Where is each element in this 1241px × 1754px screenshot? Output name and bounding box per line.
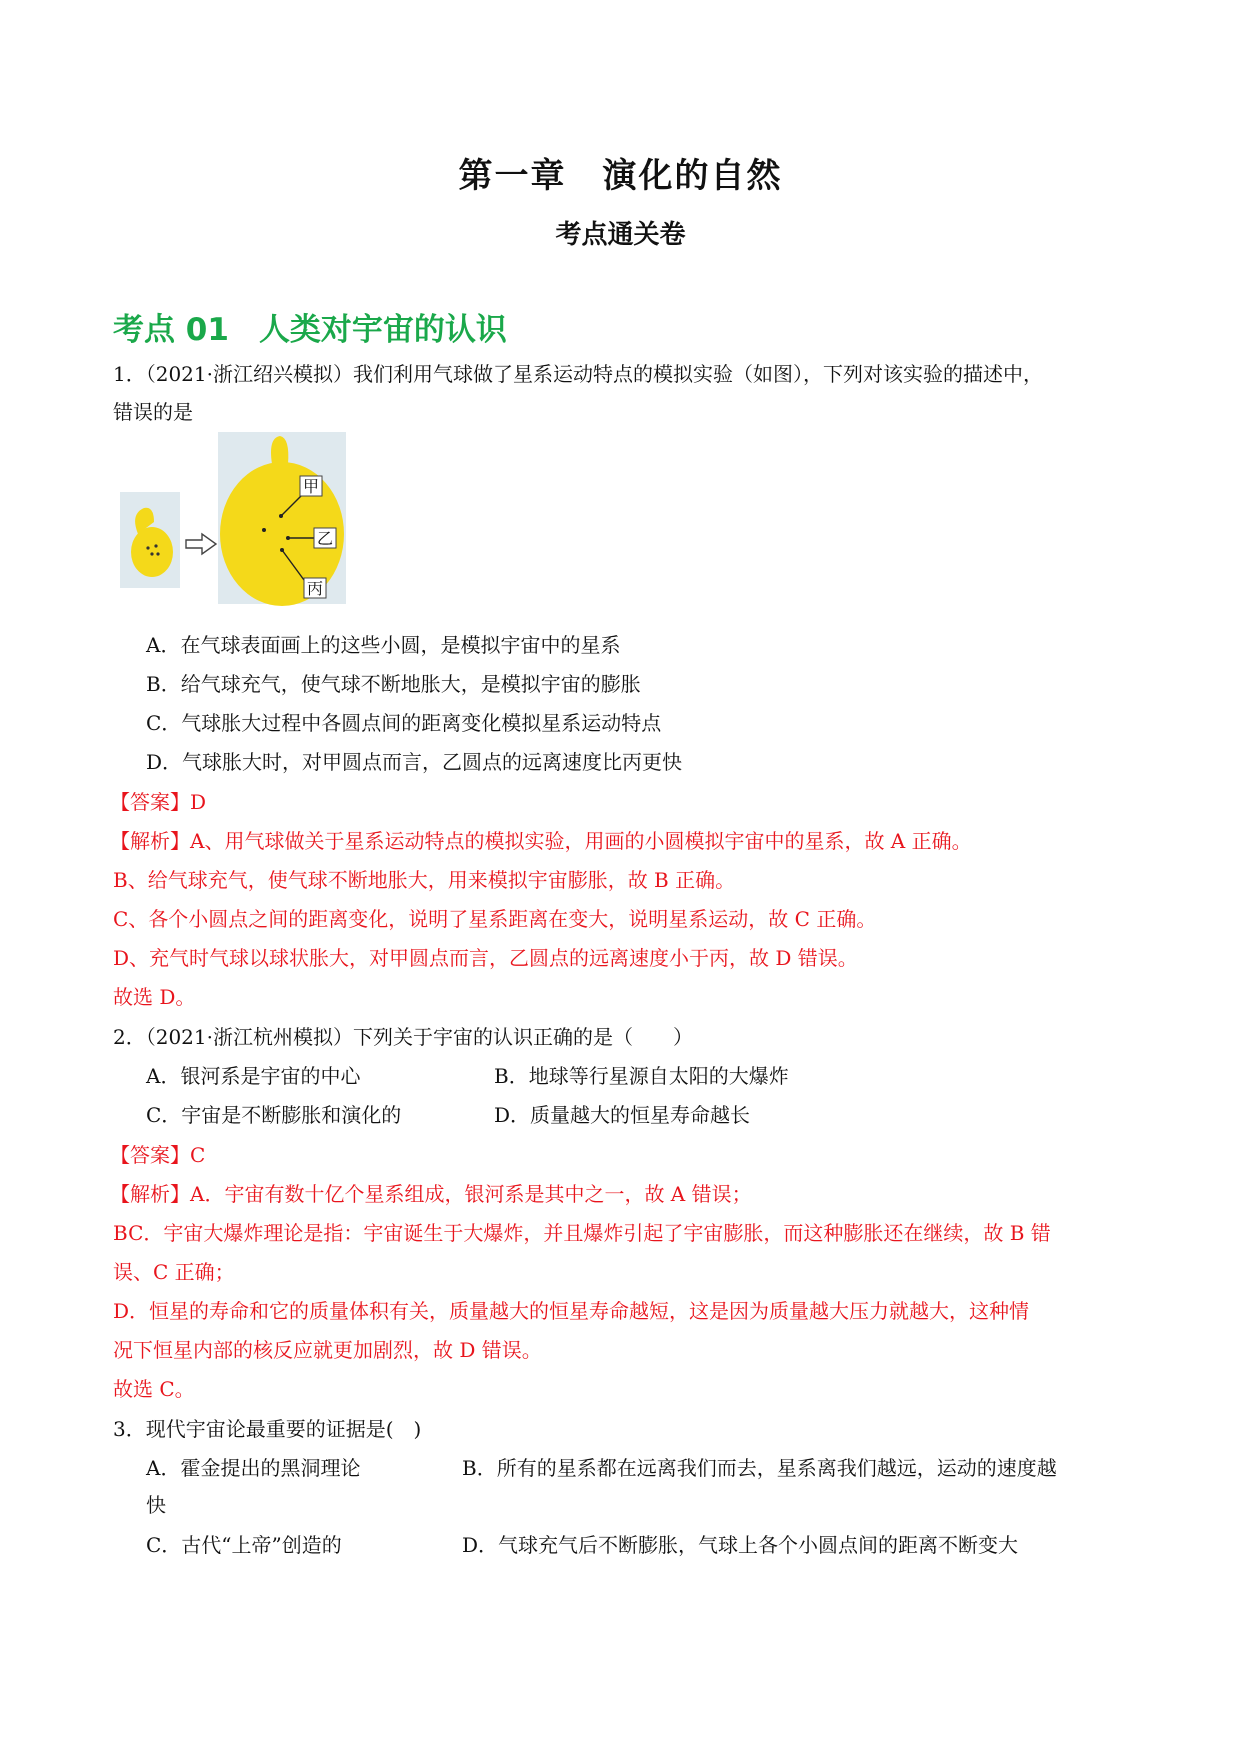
q3-option-d: D．气球充气后不断膨胀，气球上各个小圆点间的距离不断变大: [462, 1533, 1019, 1557]
small-balloon-body: [131, 527, 173, 577]
q2-analysis-line2: BC．宇宙大爆炸理论是指：宇宙诞生于大爆炸，并且爆炸引起了宇宙膨胀，而这种膨胀还在继续，故 B 错: [113, 1221, 1051, 1245]
q2-analysis-line6: 故选 C。: [113, 1377, 195, 1401]
q2-analysis-line3: 误、C 正确；: [113, 1260, 235, 1284]
balloon-experiment-figure: [118, 432, 348, 620]
q1-analysis-line5: 故选 D。: [113, 985, 196, 1009]
q1-option-b: B．给气球充气，使气球不断地胀大，是模拟宇宙的膨胀: [146, 672, 641, 696]
q1-option-d: D．气球胀大时，对甲圆点而言，乙圆点的远离速度比丙更快: [146, 750, 683, 774]
q3-option-a: A．霍金提出的黑洞理论: [146, 1456, 361, 1480]
chapter-title: 第一章 演化的自然: [458, 156, 783, 196]
arrow-icon: [186, 534, 216, 554]
q3-option-c: C．古代“上帝”创造的: [146, 1533, 342, 1557]
q2-option-c: C．宇宙是不断膨胀和演化的: [146, 1103, 402, 1127]
q1-analysis-line4: D、充气时气球以球状胀大，对甲圆点而言，乙圆点的远离速度小于丙，故 D 错误。: [113, 946, 858, 970]
q2-analysis-line4: D．恒星的寿命和它的质量体积有关，质量越大的恒星寿命越短，这是因为质量越大压力就越大，这种情: [113, 1299, 1030, 1323]
q2-option-b: B．地球等行星源自太阳的大爆炸: [494, 1064, 789, 1088]
q1-stem-line1: 1．（2021·浙江绍兴模拟）我们利用气球做了星系运动特点的模拟实验（如图），下列对该实验的描述中，: [113, 362, 1043, 386]
q2-answer: 【答案】C: [110, 1143, 206, 1167]
label-bing: 丙: [306, 579, 324, 598]
q1-answer: 【答案】D: [110, 790, 207, 814]
q1-stem-line2: 错误的是: [113, 400, 193, 424]
page-subtitle: 考点通关卷: [555, 220, 686, 250]
section-heading: [113, 304, 507, 349]
q1-analysis-line2: B、给气球充气，使气球不断地胀大，用来模拟宇宙膨胀，故 B 正确。: [113, 868, 736, 892]
q2-analysis-line5: 况下恒星内部的核反应就更加剧烈，故 D 错误。: [113, 1338, 542, 1362]
q1-option-c: C．气球胀大过程中各圆点间的距离变化模拟星系运动特点: [146, 711, 662, 735]
q1-analysis-line1: 【解析】A、用气球做关于星系运动特点的模拟实验，用画的小圆模拟宇宙中的星系，故 A 正确。: [110, 829, 972, 853]
q2-option-a: A．银河系是宇宙的中心: [146, 1064, 361, 1088]
section-title: 人类对宇宙的认识: [258, 312, 507, 348]
q2-stem: 2．（2021·浙江杭州模拟）下列关于宇宙的认识正确的是（ ）: [113, 1025, 693, 1049]
label-yi: 乙: [316, 529, 334, 548]
q2-option-d: D．质量越大的恒星寿命越长: [494, 1103, 751, 1127]
q1-analysis-line3: C、各个小圆点之间的距离变化，说明了星系距离在变大，说明星系运动，故 C 正确。: [113, 907, 877, 931]
q3-stem: 3．现代宇宙论最重要的证据是( ): [113, 1417, 422, 1441]
label-jia: 甲: [302, 477, 320, 496]
q3-option-b-line2: 快: [146, 1493, 166, 1517]
q3-option-b-line1: B．所有的星系都在远离我们而去，星系离我们越远，运动的速度越: [462, 1456, 1057, 1480]
section-number: 考点 01: [113, 312, 229, 348]
q1-option-a: A．在气球表面画上的这些小圆，是模拟宇宙中的星系: [146, 633, 621, 657]
q2-analysis-line1: 【解析】A．宇宙有数十亿个星系组成，银河系是其中之一，故 A 错误；: [110, 1182, 752, 1206]
